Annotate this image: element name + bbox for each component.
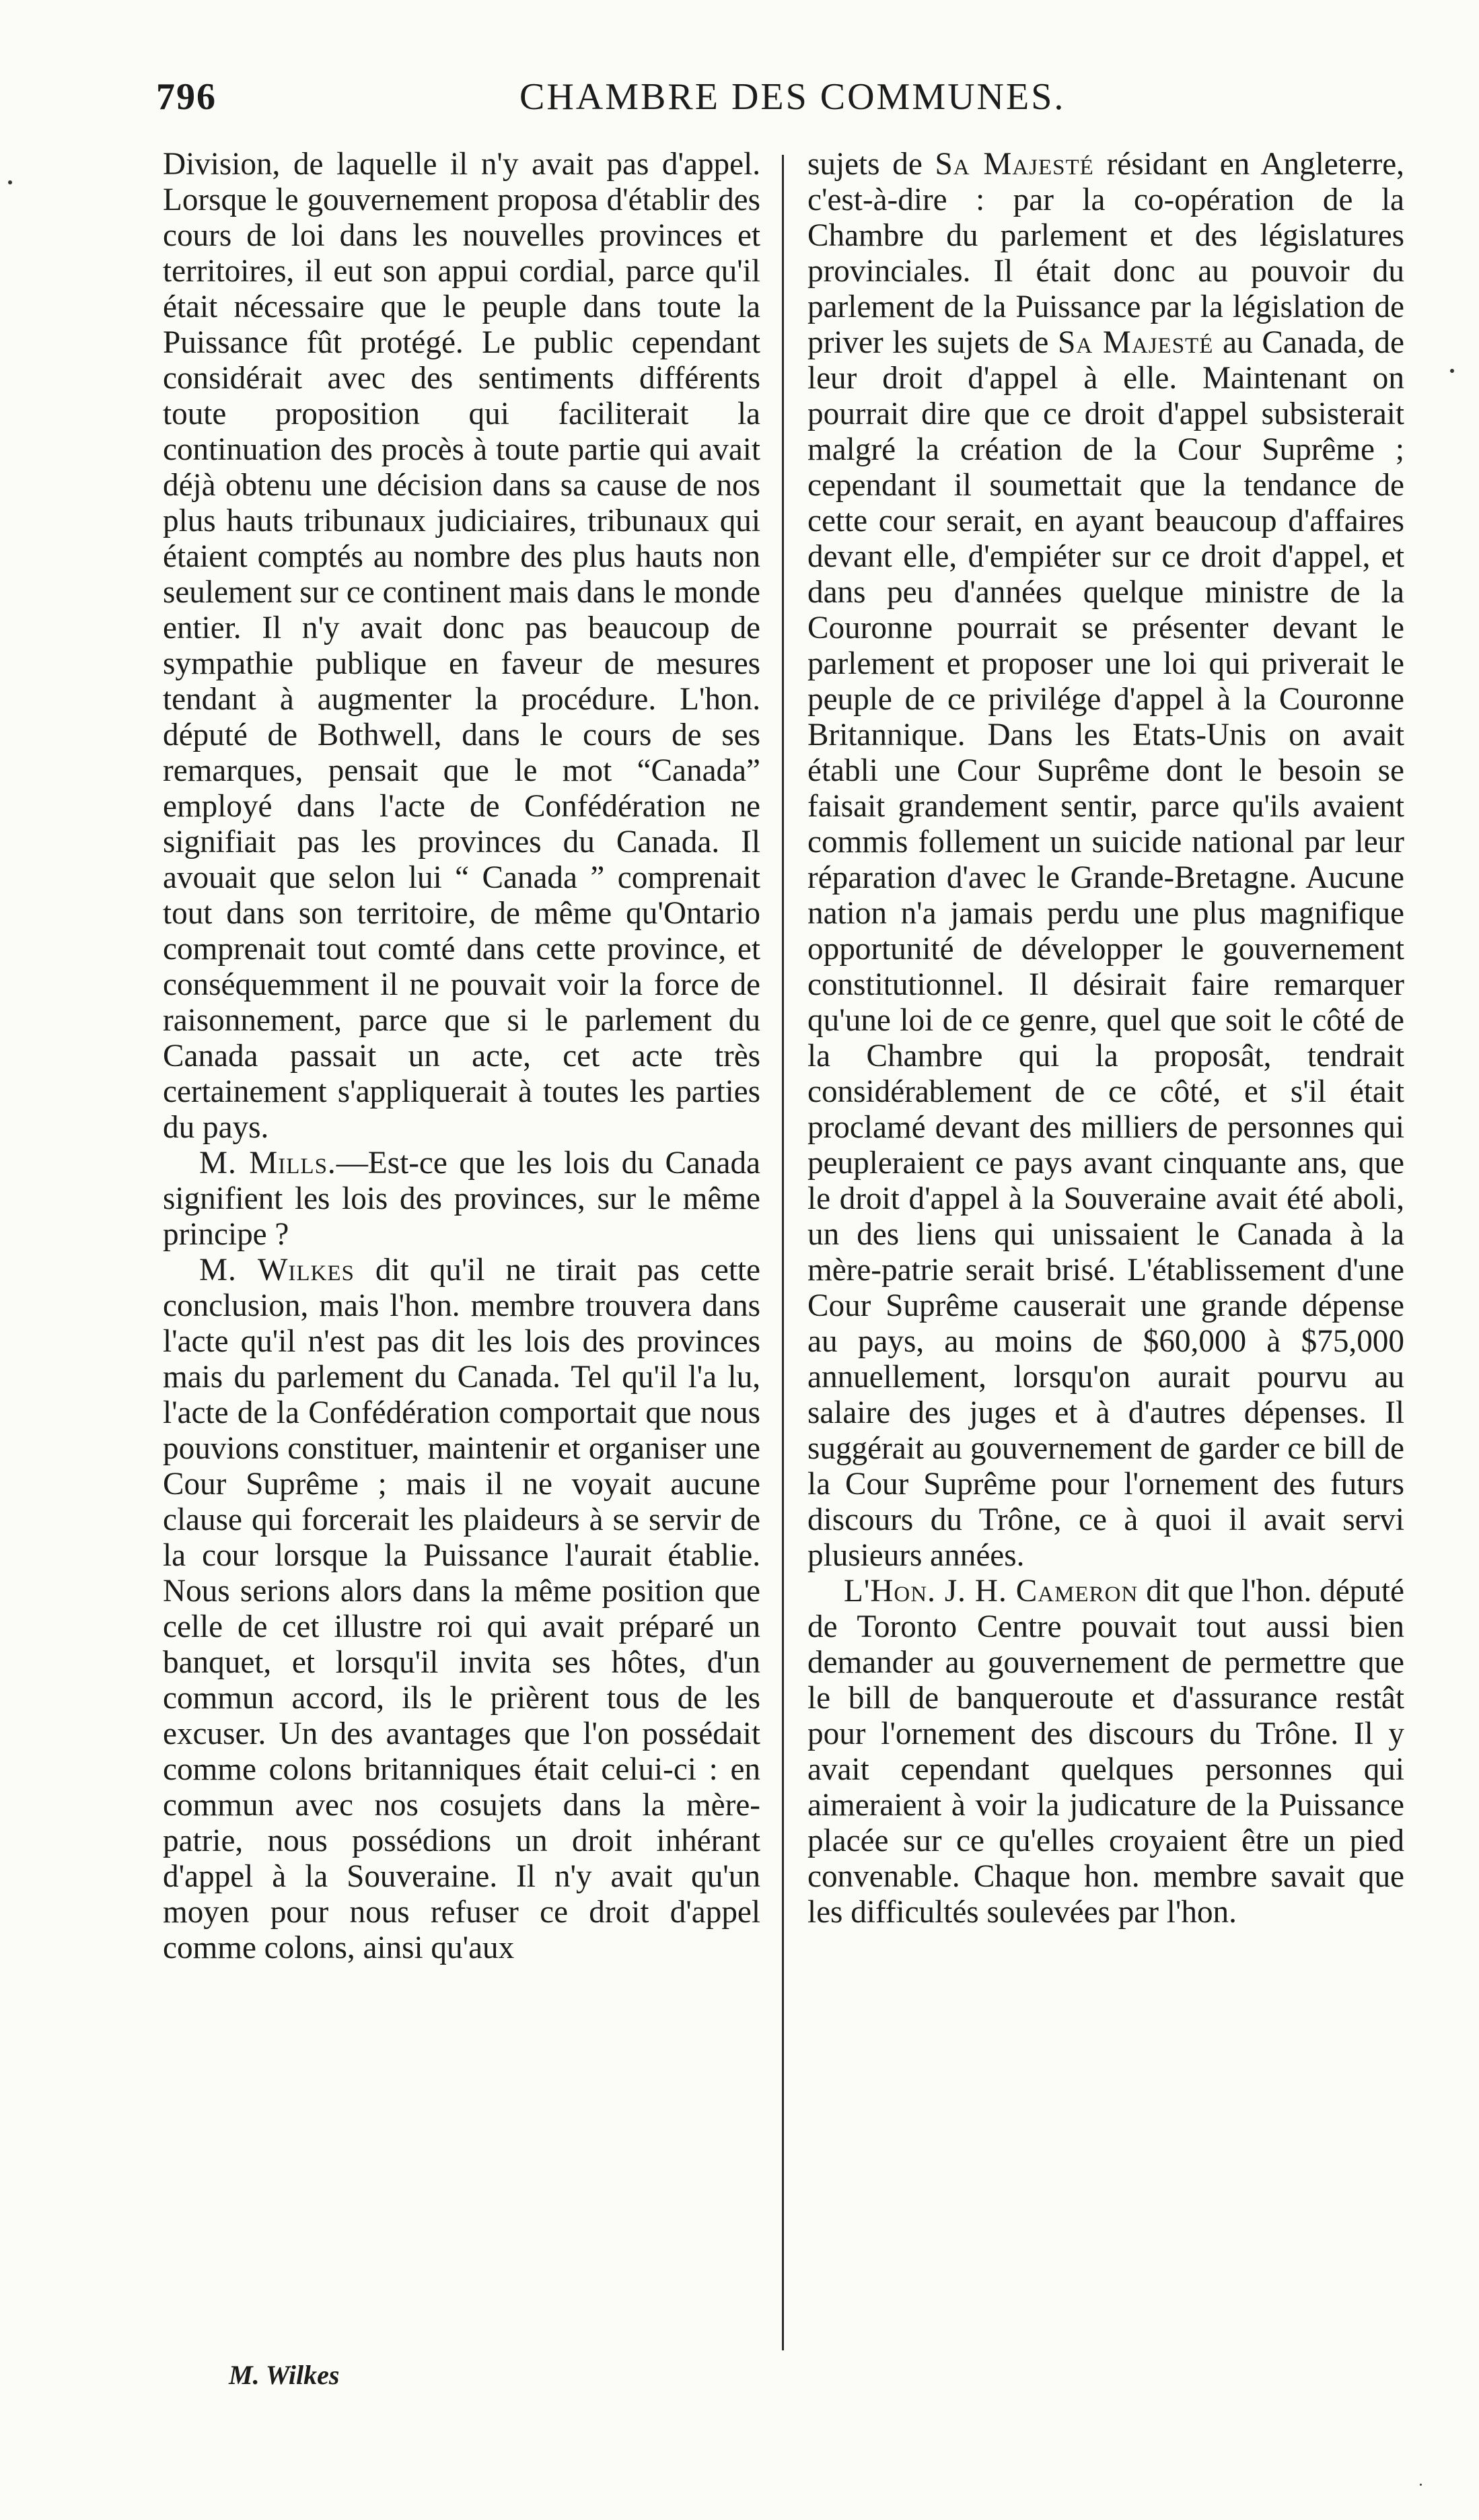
paragraph — [163, 1146, 760, 1253]
column-divider — [782, 155, 784, 2350]
footer-speaker-note: M. Wilkes — [229, 2360, 340, 2390]
paragraph-text: dit que l'hon. député de Toronto Centre pouvait tout aussi bien demander au gouvernement de permettre que le bill de banqueroute et d'assurance restât pour l'ornement des discours du Trône. Il y avait cependant quelques personnes qui aimeraient à voir la judicature de la Puissance placée sur ce qu'elles croyaient être un pied convenable. Chaque hon. membre savait que les difficultés soulevées par l'hon. — [807, 1574, 1404, 1930]
paragraph — [807, 147, 1404, 1574]
majesty-smallcaps: Sa Majesté — [1058, 325, 1214, 360]
print-speck — [1450, 369, 1454, 373]
paragraph — [807, 1574, 1404, 1930]
paragraph — [163, 1253, 760, 1966]
print-speck — [8, 180, 12, 184]
paragraph-text: Division, de laquelle il n'y avait pas d'appel. Lorsque le gouvernement proposa d'établir des cours de loi dans les nouvelles provinces et territoires, il eut son appui cordial, parce qu'il était nécessaire que le peuple dans toute la Puissance fût protégé. Le public cependant considérait avec des sentiments différents toute proposition qui faciliterait la continuation des procès à toute partie qui avait déjà obtenu une décision dans sa cause de nos plus hauts tribunaux judiciaires, tribunaux qui étaient comptés au nombre des plus hauts non seulement sur ce continent mais dans le monde entier. Il n'y avait donc pas beaucoup de sympathie publique en faveur de mesures tendant à augmenter la procédure. L'hon. député de Bothwell, dans le cours de ses remarques, pensait que le mot “Canada” employé dans l'acte de Confédération ne signifiait pas les provinces du Canada. Il avouait que selon lui “ Canada ” comprenait tout dans son territoire, de même qu'Ontario comprenait tout comté dans cette province, et conséquemment il ne pouvait voir la force de raisonnement, parce que si le parlement du Canada passait un acte, cet acte très certainement s'appliquerait à toutes les parties du pays. — [163, 147, 760, 1145]
majesty-smallcaps: Sa Majesté — [935, 147, 1094, 182]
paragraph-text: résidant en Angleterre, c'est-à-dire : par la co-opération de la Chambre du parlement et des législatures provinciales. Il était donc au pouvoir du parlement de la Puissance par la législation de priver les sujets de — [807, 147, 1404, 360]
speaker-name: M. Wilkes — [199, 1253, 355, 1288]
print-speck — [1420, 2484, 1422, 2486]
speaker-name: M. Mills. — [199, 1146, 336, 1181]
paragraph-text: au Canada, de leur droit d'appel à elle. Maintenant on pourrait dire que ce droit d'appel subsisterait malgré la création de la Cour Suprême ; cependant il soumettait que la tendance de cette cour serait, en ayant beaucoup d'affaires devant elle, d'empiéter sur ce droit d'appel, et dans peu d'années quelque ministre de la Couronne pourrait se présenter devant le parlement et proposer une loi qui priverait le peuple de ce privilége d'appel à la Couronne Britannique. Dans les Etats-Unis on avait établi une Cour Suprême dont le besoin se faisait grandement sentir, parce qu'ils avaient commis follement un suicide national par leur réparation d'avec le Grande-Bretagne. Aucune nation n'a jamais perdu une plus magnifique opportunité de développer le gouvernement constitutionnel. Il désirait faire remarquer qu'une loi de ce genre, quel que soit le côté de la Chambre qui la proposât, tendrait considérablement de ce côté, et s'il était proclamé devant des milliers de personnes qui peupleraient ce pays avant cinquante ans, que le droit d'appel à la Souveraine avait été aboli, un des liens qui unissaient le Canada à la mère-patrie serait brisé. L'établissement d'une Cour Suprême causerait une grande dépense au pays, au moins de $60,000 à $75,000 annuellement, lorsqu'on aurait pourvu au salaire des juges et à d'autres dépenses. Il suggérait au gouvernement de garder ce bill de la Cour Suprême pour l'ornement des futurs discours du Trône, ce à quoi il avait servi plusieurs années. — [807, 325, 1404, 1573]
paragraph-text: dit qu'il ne tirait pas cette conclusion, mais l'hon. membre trouvera dans l'acte qu'il n'est pas dit les lois des provinces mais du parlement du Canada. Tel qu'il l'a lu, l'acte de la Confédération comportait que nous pouvions constituer, maintenir et organiser une Cour Suprême ; mais il ne voyait aucune clause qui forcerait les plaideurs à se servir de la cour lorsque la Puissance l'aurait établie. Nous serions alors dans la même position que celle de cet illustre roi qui avait préparé un banquet, et lorsqu'il invita ses hôtes, d'un commun accord, ils le prièrent tous de les excuser. Un des avantages que l'on possédait comme colons britanniques était celui-ci : en commun avec nos cosujets dans la mère-patrie, nous possédions un droit inhérant d'appel à la Souveraine. Il n'y avait qu'un moyen pour nous refuser ce droit d'appel comme colons, ainsi qu'aux — [163, 1253, 760, 1965]
page-header — [156, 75, 1412, 129]
page-number: 796 — [156, 76, 217, 118]
running-title: CHAMBRE DES COMMUNES. — [519, 76, 1066, 118]
speaker-name: L'Hon. J. H. Cameron — [844, 1574, 1139, 1609]
paragraph — [163, 147, 760, 1146]
left-column — [163, 147, 760, 1966]
paragraph-text: —Est-ce que les lois du Canada signifient les lois des provinces, sur le même principe ? — [163, 1146, 761, 1252]
right-column — [807, 147, 1404, 1930]
paragraph-text: sujets de — [807, 147, 935, 182]
